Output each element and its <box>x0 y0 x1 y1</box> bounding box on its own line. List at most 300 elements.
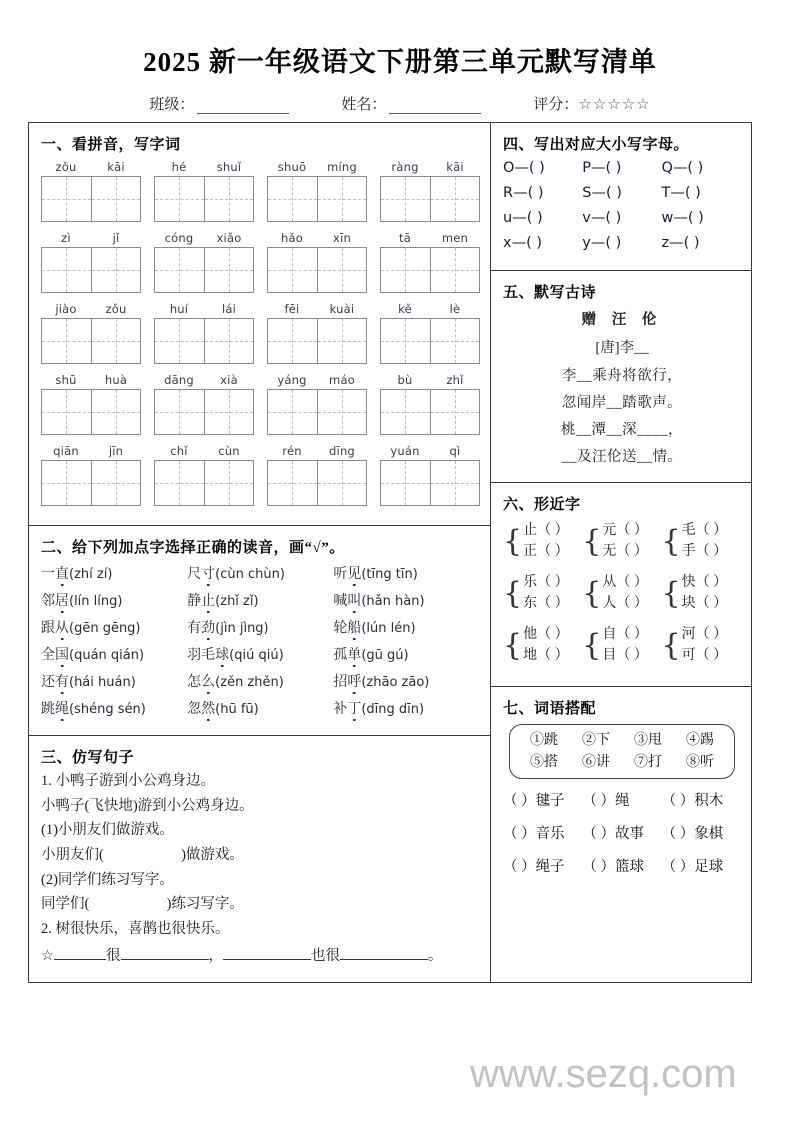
class-input-line[interactable] <box>197 99 289 114</box>
pinyin-syllable: xiǎo <box>216 231 242 245</box>
section-2-title: 二、给下列加点字选择正确的读音，画“√”。 <box>41 540 345 556</box>
word-bank-option[interactable]: ⑦打 <box>634 754 662 770</box>
s3-l8-blank-4[interactable] <box>340 946 428 960</box>
pair-line-bottom[interactable]: 目（ ） <box>602 648 648 663</box>
collocation-item[interactable]: （ ）篮球 <box>582 859 644 876</box>
tianzige-cell[interactable] <box>318 247 368 293</box>
word-prefix: 轮 <box>333 621 348 636</box>
pinyin-syllable: hé <box>171 160 187 174</box>
letter-item[interactable]: v—( ) <box>582 210 622 226</box>
tianzige-cell[interactable] <box>431 460 481 506</box>
pronunciation-row <box>41 590 480 610</box>
pronunciation-item[interactable] <box>41 644 187 664</box>
tianzige-grid[interactable] <box>154 460 254 506</box>
section-1-title: 一、看拼音，写字词 <box>41 137 181 153</box>
pinyin-options[interactable]: (dīng dīn) <box>361 702 425 717</box>
pinyin-options[interactable]: (zhí zí) <box>69 567 113 582</box>
dotted-character: 然 <box>201 698 215 718</box>
pronunciation-item[interactable] <box>41 617 187 637</box>
pinyin-syllable: zǒu <box>55 160 77 174</box>
pinyin-options[interactable]: (lín líng) <box>69 594 123 609</box>
tianzige-cell[interactable] <box>92 318 142 364</box>
section-4 <box>491 123 751 270</box>
pinyin-word-group <box>41 160 141 222</box>
pinyin-word-group <box>41 231 141 293</box>
word-prefix: 孤 <box>333 648 348 663</box>
pinyin-labels <box>41 444 141 458</box>
name-label: 姓名： <box>341 97 387 113</box>
pinyin-word-group <box>267 160 367 222</box>
pair-line-bottom[interactable]: 块（ ） <box>681 596 728 611</box>
score-label: 评分： <box>533 97 579 113</box>
letter-item[interactable]: x—( ) <box>503 235 543 251</box>
pinyin-word-group <box>380 302 480 364</box>
tianzige-cell[interactable] <box>318 389 368 435</box>
pinyin-syllable: zǒu <box>105 302 127 316</box>
pinyin-labels <box>154 160 254 174</box>
poem-author: [唐]李__ <box>595 340 649 356</box>
tianzige-grid[interactable] <box>41 460 141 506</box>
pronunciation-item[interactable] <box>333 671 479 691</box>
word-prefix: 有 <box>187 621 202 636</box>
pinyin-options[interactable]: (hǎn hàn) <box>361 594 425 609</box>
s3-l4-post: )做游戏。 <box>181 847 244 864</box>
student-meta-bar <box>0 93 800 114</box>
pinyin-word-group <box>267 231 367 293</box>
pair-lines <box>602 624 648 666</box>
brace-bracket-icon: { <box>582 627 602 663</box>
tianzige-cell[interactable] <box>267 176 318 222</box>
poem-line[interactable]: __及汪伦送__情。 <box>561 449 683 465</box>
tianzige-cell[interactable] <box>205 318 255 364</box>
poem-title: 赠 汪 伦 <box>581 312 663 328</box>
pair-lines <box>602 520 648 562</box>
section-5 <box>491 270 751 482</box>
pinyin-options[interactable]: (zhǐ zǐ) <box>215 594 259 609</box>
pinyin-labels <box>267 444 367 458</box>
section-3-line-8 <box>41 946 480 965</box>
collocation-item[interactable]: （ ）象棋 <box>661 826 724 843</box>
letter-item[interactable]: Q—( ) <box>661 160 704 176</box>
pinyin-word-group <box>380 160 480 222</box>
pronunciation-item[interactable] <box>187 644 333 664</box>
pair-line-top[interactable]: 毛（ ） <box>681 523 728 538</box>
word-bank-option[interactable]: ③甩 <box>634 733 662 748</box>
pair-line-top[interactable]: 河（ ） <box>681 627 728 642</box>
pinyin-labels <box>380 373 480 387</box>
brace-bracket-icon: { <box>661 627 681 663</box>
pinyin-labels <box>267 231 367 245</box>
pair-lines <box>523 520 569 562</box>
word-prefix: 静 <box>187 594 202 609</box>
section-7 <box>491 686 751 898</box>
pair-lines <box>602 572 648 614</box>
pinyin-syllable: kāi <box>107 160 125 174</box>
s3-l8-blank-3[interactable] <box>223 946 311 960</box>
tianzige-cell[interactable] <box>41 247 92 293</box>
s3-l6-post: )练习写字。 <box>166 896 244 913</box>
pronunciation-item[interactable] <box>41 698 187 718</box>
pinyin-syllable: jiào <box>55 302 77 316</box>
section-5-title: 五、默写古诗 <box>503 285 597 301</box>
tianzige-grid[interactable] <box>154 318 254 364</box>
similar-character-pair <box>662 520 741 562</box>
dotted-character: 从 <box>55 617 69 637</box>
pinyin-word-group <box>154 231 254 293</box>
dotted-character: 绳 <box>55 698 69 718</box>
letter-item[interactable]: O—( ) <box>503 160 545 176</box>
tianzige-cell[interactable] <box>205 460 255 506</box>
pinyin-options[interactable]: (jìn jìng) <box>215 621 269 636</box>
tianzige-cell[interactable] <box>267 460 318 506</box>
tianzige-cell[interactable] <box>380 176 431 222</box>
pronunciation-item[interactable] <box>333 644 479 664</box>
pinyin-word-group <box>267 444 367 506</box>
tianzige-grid[interactable] <box>267 389 367 435</box>
pinyin-syllable: míng <box>327 160 357 174</box>
tianzige-cell[interactable] <box>92 460 142 506</box>
word-bank-option[interactable]: ④踢 <box>686 733 714 748</box>
poem-line[interactable]: 桃__潭__深____， <box>561 422 683 438</box>
dotted-character: 见 <box>347 563 361 583</box>
dotted-character: 叫 <box>347 590 361 610</box>
tianzige-cell[interactable] <box>154 176 205 222</box>
pronunciation-item[interactable] <box>41 563 187 583</box>
pair-line-bottom[interactable]: 手（ ） <box>681 544 728 559</box>
tianzige-grid[interactable] <box>267 460 367 506</box>
tianzige-grid[interactable] <box>267 176 367 222</box>
collocation-row <box>503 855 741 876</box>
tianzige-cell[interactable] <box>205 247 255 293</box>
pinyin-labels <box>154 302 254 316</box>
pinyin-syllable: kāi <box>446 160 464 174</box>
pinyin-options[interactable]: (zhāo zāo) <box>361 675 430 690</box>
word-bank-option[interactable]: ⑥讲 <box>582 754 610 770</box>
tianzige-cell[interactable] <box>154 318 205 364</box>
collocation-item[interactable]: （ ）故事 <box>582 826 644 843</box>
tianzige-cell[interactable] <box>267 389 318 435</box>
tianzige-grid[interactable] <box>154 389 254 435</box>
collocation-item[interactable]: （ ）积木 <box>661 793 724 810</box>
s3-l8-comma: ， <box>208 947 223 964</box>
word-bank-option[interactable]: ②下 <box>582 733 610 748</box>
pronunciation-item[interactable] <box>41 590 187 610</box>
section-6 <box>491 482 751 686</box>
dotted-character: 有 <box>55 671 69 691</box>
tianzige-grid[interactable] <box>41 318 141 364</box>
tianzige-cell[interactable] <box>380 247 431 293</box>
tianzige-cell[interactable] <box>431 176 481 222</box>
pinyin-options[interactable]: (gū gú) <box>361 648 409 663</box>
dotted-character: 么 <box>201 671 215 691</box>
pinyin-syllable: cóng <box>164 231 194 245</box>
pinyin-row <box>41 231 480 293</box>
pronunciation-item[interactable] <box>187 563 333 583</box>
letter-item[interactable]: w—( ) <box>661 210 704 226</box>
collocation-row <box>503 789 741 810</box>
letter-item[interactable]: S—( ) <box>582 185 622 201</box>
letter-item[interactable]: P—( ) <box>582 160 622 176</box>
tianzige-grid[interactable] <box>380 176 480 222</box>
tianzige-cell[interactable] <box>205 176 255 222</box>
word-prefix: 邻 <box>41 594 55 609</box>
pinyin-options[interactable]: (qiú qiú) <box>229 648 284 663</box>
pinyin-options[interactable]: (hū fū) <box>215 702 259 717</box>
pinyin-syllable: xīn <box>333 231 351 245</box>
pinyin-options[interactable]: (zěn zhěn) <box>215 675 284 690</box>
pronunciation-item[interactable] <box>187 698 333 718</box>
pair-line-bottom[interactable]: 人（ ） <box>602 596 648 611</box>
tianzige-cell[interactable] <box>154 247 205 293</box>
section-3 <box>29 735 490 982</box>
similar-character-pair <box>582 572 661 614</box>
tianzige-cell[interactable] <box>380 318 431 364</box>
pair-lines <box>682 572 728 614</box>
pinyin-labels <box>267 373 367 387</box>
pair-line-top[interactable]: 自（ ） <box>602 627 648 642</box>
pinyin-word-group <box>154 373 254 435</box>
tianzige-cell[interactable] <box>41 176 92 222</box>
s3-l8-blank-1[interactable] <box>54 946 106 960</box>
brace-bracket-icon: { <box>582 523 602 559</box>
pinyin-labels <box>41 373 141 387</box>
collocation-item[interactable]: （ ）音乐 <box>503 826 565 843</box>
tianzige-cell[interactable] <box>92 389 142 435</box>
tianzige-cell[interactable] <box>431 247 481 293</box>
poem-block <box>503 308 741 466</box>
word-prefix: 忽 <box>187 702 202 717</box>
pinyin-syllable: bù <box>397 373 413 387</box>
pinyin-syllable: jǐ <box>112 231 120 245</box>
page-title: 2025 新一年级语文下册第三单元默写清单 <box>143 47 657 77</box>
collocation-item[interactable]: （ ）足球 <box>661 859 724 876</box>
tianzige-cell[interactable] <box>205 389 255 435</box>
pronunciation-row <box>41 671 480 691</box>
tianzige-cell[interactable] <box>41 318 92 364</box>
pronunciation-item[interactable] <box>333 563 479 583</box>
s3-l8-hen-2: 也很 <box>311 947 340 964</box>
tianzige-grid[interactable] <box>267 318 367 364</box>
pinyin-syllable: fēi <box>284 302 300 316</box>
left-column <box>29 123 491 982</box>
pinyin-word-group <box>267 373 367 435</box>
pinyin-labels <box>41 302 141 316</box>
pinyin-syllable: xià <box>220 373 238 387</box>
pinyin-labels <box>267 302 367 316</box>
tianzige-cell[interactable] <box>267 318 318 364</box>
word-bank-option[interactable]: ⑤搭 <box>530 754 558 770</box>
worksheet-table <box>28 122 752 983</box>
section-3-line-5: (2)同学们练习写字。 <box>41 871 174 888</box>
word-prefix: 尺 <box>187 567 202 582</box>
pinyin-options[interactable]: (lún lén) <box>361 621 416 636</box>
pronunciation-item[interactable] <box>187 617 333 637</box>
pair-lines <box>523 624 569 666</box>
pinyin-word-group <box>380 231 480 293</box>
tianzige-cell[interactable] <box>154 389 205 435</box>
word-prefix: 听 <box>333 567 348 582</box>
word-prefix: 补 <box>333 702 348 717</box>
pinyin-syllable: yuán <box>390 444 420 458</box>
pinyin-labels <box>380 302 480 316</box>
similar-character-row <box>503 520 741 562</box>
tianzige-grid[interactable] <box>267 247 367 293</box>
pair-line-bottom[interactable]: 无（ ） <box>602 544 648 559</box>
tianzige-grid[interactable] <box>380 389 480 435</box>
pinyin-options[interactable]: (hái huán) <box>69 675 136 690</box>
dotted-character: 止 <box>201 590 215 610</box>
dotted-character: 国 <box>55 644 69 664</box>
pair-line-bottom[interactable]: 可（ ） <box>681 648 728 663</box>
pinyin-syllable: chǐ <box>170 444 188 458</box>
pair-line-top[interactable]: 他（ ） <box>523 627 569 642</box>
pinyin-options[interactable]: (tīng tīn) <box>361 567 418 582</box>
pinyin-options[interactable]: (quán qián) <box>69 648 145 663</box>
pair-line-bottom[interactable]: 东（ ） <box>523 596 569 611</box>
pinyin-syllable: rén <box>282 444 302 458</box>
tianzige-grid[interactable] <box>380 460 480 506</box>
collocation-item[interactable]: （ ）绳子 <box>503 859 565 876</box>
letter-row <box>503 160 741 176</box>
word-prefix: 一 <box>41 567 55 582</box>
pinyin-syllable: men <box>441 231 469 245</box>
pinyin-options[interactable]: (shéng sén) <box>69 702 146 717</box>
letter-item[interactable]: u—( ) <box>503 210 543 226</box>
pronunciation-item[interactable] <box>333 590 479 610</box>
pronunciation-item[interactable] <box>333 617 479 637</box>
tianzige-cell[interactable] <box>267 247 318 293</box>
tianzige-grid[interactable] <box>380 318 480 364</box>
dotted-character: 单 <box>347 644 361 664</box>
pair-line-top[interactable]: 乐（ ） <box>523 575 569 590</box>
tianzige-cell[interactable] <box>431 318 481 364</box>
letter-item[interactable]: z—( ) <box>661 235 700 251</box>
word-prefix: 怎 <box>187 675 202 690</box>
tianzige-cell[interactable] <box>318 318 368 364</box>
pinyin-syllable: qì <box>449 444 461 458</box>
section-3-line-3: (1)小朋友们做游戏。 <box>41 822 174 839</box>
pair-line-top[interactable]: 从（ ） <box>602 575 648 590</box>
tianzige-grid[interactable] <box>41 247 141 293</box>
poem-line[interactable]: 李__乘舟将欲行， <box>561 368 683 384</box>
word-prefix: 喊 <box>333 594 348 609</box>
poem-line[interactable]: 忽闻岸__踏歌声。 <box>561 395 683 411</box>
pronunciation-item[interactable] <box>187 671 333 691</box>
tianzige-grid[interactable] <box>154 247 254 293</box>
pinyin-word-group <box>380 373 480 435</box>
pronunciation-item[interactable] <box>41 671 187 691</box>
letter-row <box>503 210 741 226</box>
similar-character-pair <box>662 572 741 614</box>
similar-character-pair <box>503 520 582 562</box>
dotted-character: 直 <box>55 563 69 583</box>
pinyin-syllable: shuō <box>277 160 307 174</box>
pair-line-bottom[interactable]: 地（ ） <box>523 648 569 663</box>
similar-character-row <box>503 624 741 666</box>
s3-l8-blank-2[interactable] <box>121 946 209 960</box>
word-bank-row-1 <box>518 730 726 752</box>
tianzige-cell[interactable] <box>92 176 142 222</box>
pinyin-syllable: cùn <box>218 444 240 458</box>
pinyin-labels <box>41 160 141 174</box>
s3-l8-period: 。 <box>428 947 443 964</box>
tianzige-cell[interactable] <box>431 389 481 435</box>
pronunciation-item[interactable] <box>333 698 479 718</box>
pinyin-labels <box>267 160 367 174</box>
s3-l8-hen-1: 很 <box>106 947 121 964</box>
pinyin-word-group <box>41 444 141 506</box>
pinyin-options[interactable]: (cùn chùn) <box>215 567 285 582</box>
tianzige-cell[interactable] <box>380 460 431 506</box>
pair-line-top[interactable]: 止（ ） <box>523 523 569 538</box>
pinyin-word-group <box>41 302 141 364</box>
pinyin-word-group <box>380 444 480 506</box>
name-input-line[interactable] <box>389 99 481 114</box>
pinyin-syllable: tā <box>399 231 411 245</box>
tianzige-cell[interactable] <box>92 247 142 293</box>
pair-line-top[interactable]: 快（ ） <box>681 575 728 590</box>
tianzige-cell[interactable] <box>318 176 368 222</box>
right-column <box>491 123 751 982</box>
collocation-item[interactable]: （ ）毽子 <box>503 793 565 810</box>
word-prefix: 全 <box>41 648 55 663</box>
pair-line-top[interactable]: 元（ ） <box>602 523 648 538</box>
pinyin-syllable: shū <box>55 373 77 387</box>
pair-line-bottom[interactable]: 正（ ） <box>523 544 569 559</box>
pinyin-row <box>41 444 480 506</box>
letter-item[interactable]: R—( ) <box>503 185 544 201</box>
word-bank-option[interactable]: ①跳 <box>530 733 558 748</box>
tianzige-grid[interactable] <box>41 389 141 435</box>
tianzige-cell[interactable] <box>41 389 92 435</box>
tianzige-cell[interactable] <box>41 460 92 506</box>
tianzige-grid[interactable] <box>380 247 480 293</box>
collocation-item[interactable]: （ ）绳 <box>582 793 630 810</box>
class-label: 班级： <box>149 97 195 113</box>
star-rating[interactable]: ☆☆☆☆☆ <box>578 97 651 113</box>
tianzige-cell[interactable] <box>154 460 205 506</box>
section-3-line-4 <box>41 847 480 864</box>
dotted-character: 呼 <box>347 671 361 691</box>
section-6-title: 六、形近字 <box>503 497 581 513</box>
pinyin-options[interactable]: (gēn gēng) <box>69 621 141 636</box>
letter-item[interactable]: T—( ) <box>661 185 701 201</box>
s3-l8-star: ☆ <box>41 947 54 964</box>
tianzige-grid[interactable] <box>154 176 254 222</box>
pronunciation-item[interactable] <box>187 590 333 610</box>
pinyin-word-group <box>154 302 254 364</box>
brace-bracket-icon: { <box>582 575 602 611</box>
pinyin-syllable: yáng <box>277 373 307 387</box>
section-2 <box>29 525 490 735</box>
pinyin-syllable: zì <box>61 231 71 245</box>
similar-character-row <box>503 572 741 614</box>
tianzige-grid[interactable] <box>41 176 141 222</box>
word-bank-option[interactable]: ⑧听 <box>686 754 714 770</box>
name-field-group <box>341 93 481 114</box>
letter-item[interactable]: y—( ) <box>582 235 622 251</box>
pair-lines <box>682 520 728 562</box>
tianzige-cell[interactable] <box>318 460 368 506</box>
word-prefix: 跟 <box>41 621 55 636</box>
collocation-row <box>503 822 741 843</box>
pinyin-syllable: shuǐ <box>216 160 242 174</box>
pinyin-word-group <box>154 160 254 222</box>
pinyin-word-group <box>41 373 141 435</box>
brace-bracket-icon: { <box>503 523 523 559</box>
letter-row <box>503 185 741 201</box>
tianzige-cell[interactable] <box>380 389 431 435</box>
